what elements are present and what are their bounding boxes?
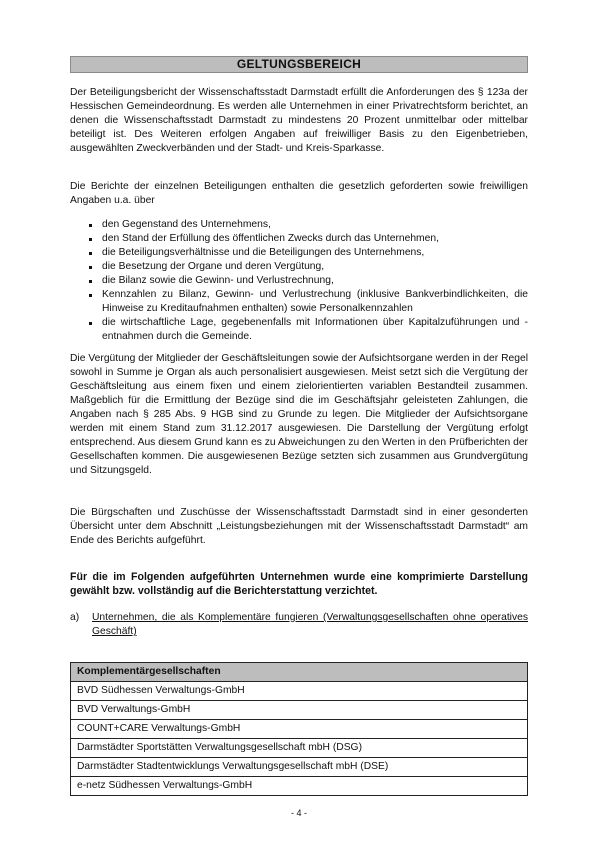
table-row <box>71 777 528 796</box>
table-row <box>71 739 528 758</box>
table-header-row <box>71 663 528 682</box>
table-cell: BVD Verwaltungs-GmbH <box>71 701 528 720</box>
bullet-list <box>88 218 528 344</box>
subsection-letter: a) <box>70 612 80 623</box>
table-cell: Darmstädter Sportstätten Verwaltungsgesellschaft mbH (DSG) <box>71 739 528 758</box>
table-cell: e-netz Südhessen Verwaltungs-GmbH <box>71 777 528 796</box>
remuneration-paragraph: Die Vergütung der Mitglieder der Geschäftsleitungen sowie der Aufsichtsorgane werden in der Regel sowohl in Summe je Organ als auch personalisiert ausgewiesen. Meist setzt sich die Vergütung der Geschäftsleitung aus einem fixen und einem zielorientierten variablen Bestandteil zusammen. Maßgeblich für die Ermittlung der Bezüge sind die im Geschäftsjahr geleisteten Zahlungen, die Angaben nach § 285 Abs. 9 HGB sind zu Grunde zu legen. Die Mitglieder der Aufsichtsorgane werden mit einem Stand zum 31.12.2017 ausgewiesen. Die Darstellung der Vergütung erfolgt entsprechend. Aus diesem Grund kann es zu Abweichungen zu den Werten in den Prüfberichten der Gesellschaften kommen. Die ausgewiesenen Bezüge setzten sich zusammen aus Grundvergütung und Sitzungsgeld. <box>70 353 528 476</box>
section-heading: GELTUNGSBEREICH <box>70 56 528 73</box>
table-cell: BVD Südhessen Verwaltungs-GmbH <box>71 682 528 701</box>
bold-statement: Für die im Folgenden aufgeführten Unternehmen wurde eine komprimierte Darstellung gewählt bzw. vollständig auf die Berichterstattung verzichtet. <box>70 571 528 597</box>
subsection-title: Unternehmen, die als Komplementäre fungieren (Verwaltungsgesellschaften ohne operatives Geschäft) <box>92 612 528 637</box>
bullet-item: die Bilanz sowie die Gewinn- und Verlustrechnung, <box>88 274 528 288</box>
bullet-item: den Gegenstand des Unternehmens, <box>88 218 528 232</box>
table-cell: COUNT+CARE Verwaltungs-GmbH <box>71 720 528 739</box>
bullet-item: die Besetzung der Organe und deren Vergütung, <box>88 260 528 274</box>
guarantees-paragraph: Die Bürgschaften und Zuschüsse der Wissenschaftsstadt Darmstadt sind in einer gesonderten Übersicht unter dem Abschnitt „Leistungsbeziehungen mit der Wissenschaftsstadt Darmstadt“ am Ende des Berichts aufgeführt. <box>70 507 528 546</box>
bullet-item: den Stand der Erfüllung des öffentlichen Zwecks durch das Unternehmen, <box>88 232 528 246</box>
bullet-item: Kennzahlen zu Bilanz, Gewinn- und Verlustrechung (inklusive Bankverbindlichkeiten, die Hinweise zu Kreditaufnahmen enthalten) sowie Personalkennzahlen <box>88 288 528 316</box>
companies-table <box>70 662 528 796</box>
bullet-item: die wirtschaftliche Lage, gegebenenfalls mit Informationen über Kapitalzuführungen und -entnahmen durch die Gemeinde. <box>88 316 528 344</box>
table-row <box>71 682 528 701</box>
bullet-item: die Beteiligungsverhältnisse und die Beteiligungen des Unternehmens, <box>88 246 528 260</box>
table-row <box>71 758 528 777</box>
intro-paragraph: Der Beteiligungsbericht der Wissenschaftsstadt Darmstadt erfüllt die Anforderungen des § 123a der Hessischen Gemeindeordnung. Es werden alle Unternehmen in einer Privatrechtsform berichtet, an denen die Wissenschaftsstadt Darmstadt zu mindestens 20 Prozent unmittelbar oder mittelbar beteiligt ist. Des Weiteren erfolgen Angaben auf freiwilliger Basis zu den Eigenbetrieben, ausgewählten Zweckverbänden und der Stadt- und Kreis-Sparkasse. <box>70 87 528 154</box>
table-cell: Darmstädter Stadtentwicklungs Verwaltungsgesellschaft mbH (DSE) <box>71 758 528 777</box>
content-paragraph: Die Berichte der einzelnen Beteiligungen enthalten die gesetzlich geforderten sowie freiwilligen Angaben u.a. über <box>70 181 528 206</box>
table-row <box>71 701 528 720</box>
table-row <box>71 720 528 739</box>
table-header-cell: Komplementärgesellschaften <box>71 663 528 682</box>
page-number: - 4 - <box>290 808 307 818</box>
